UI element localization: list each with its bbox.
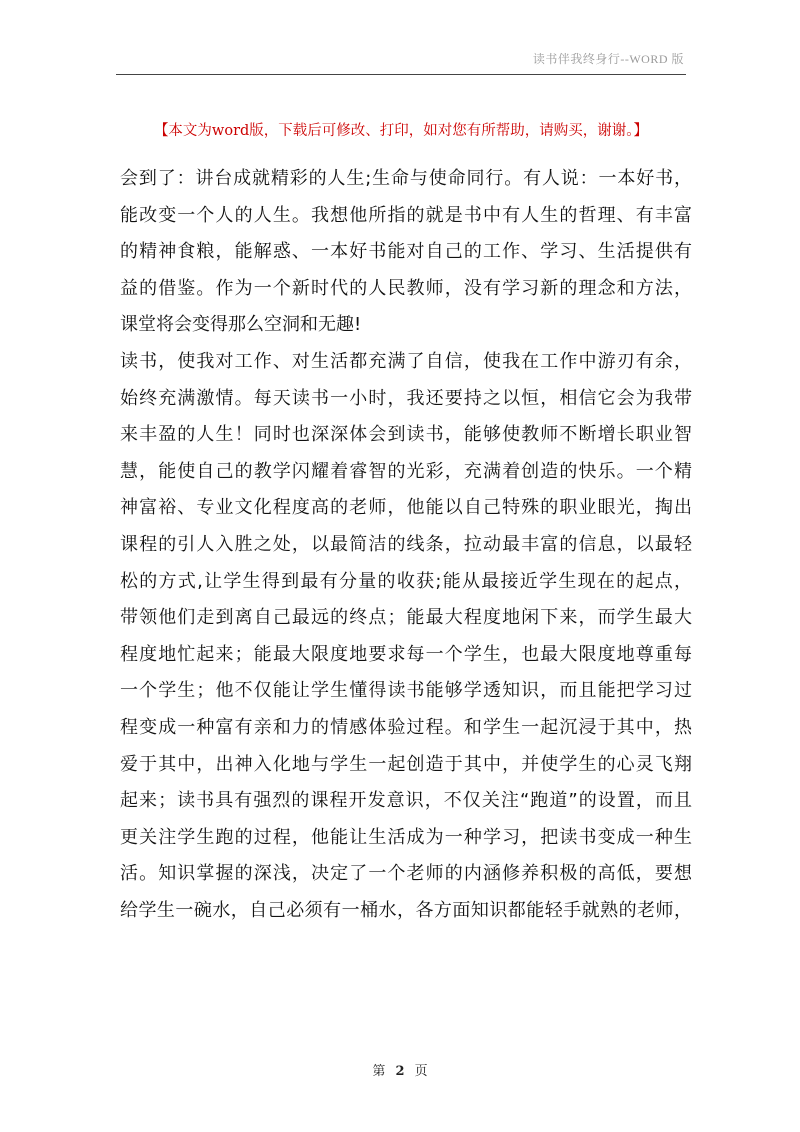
text-line: 始终充满激情。每天读书一小时，我还要持之以恒，相信它会为我带 <box>120 387 692 409</box>
paragraph-1 <box>120 161 692 344</box>
text-line: 读书，使我对工作、对生活都充满了自信，使我在工作中游刃有余， <box>120 350 692 372</box>
text-line: 的精神食粮，能解惑、一本好书能对自己的工作、学习、生活提供有 <box>120 241 692 263</box>
page-label-prefix: 第 <box>372 1064 386 1079</box>
text-line: 更关注学生跑的过程，他能让生活成为一种学习，把读书变成一种生 <box>120 826 692 848</box>
text-line: 活。知识掌握的深浅，决定了一个老师的内涵修养积极的高低，要想 <box>120 863 692 885</box>
text-line: 来丰盈的人生！同时也深深体会到读书，能够使教师不断增长职业智 <box>120 424 692 446</box>
text-line: 能改变一个人的人生。我想他所指的就是书中有人生的哲理、有丰富 <box>120 204 692 226</box>
text-line: 松的方式,让学生得到最有分量的收获;能从最接近学生现在的起点， <box>120 570 692 592</box>
download-notice: 【本文为word版，下载后可修改、打印，如对您有所帮助，请购买，谢谢。】 <box>153 123 649 139</box>
page-number: 2 <box>395 1064 405 1079</box>
document-body <box>120 161 692 929</box>
text-line: 爱于其中，出神入化地与学生一起创造于其中，并使学生的心灵飞翔 <box>120 753 692 775</box>
text-line: 带领他们走到离自己最远的终点；能最大程度地闲下来，而学生最大 <box>120 607 692 629</box>
page-label-suffix: 页 <box>414 1064 428 1079</box>
text-line: 课堂将会变得那么空洞和无趣! <box>120 314 362 336</box>
header-divider <box>116 74 686 75</box>
text-line: 课程的引人入胜之处，以最简洁的线条，拉动最丰富的信息，以最轻 <box>120 533 692 555</box>
text-line: 会到了：讲台成就精彩的人生;生命与使命同行。有人说：一本好书， <box>120 168 692 189</box>
text-line: 给学生一碗水，自己必须有一桶水，各方面知识都能轻手就熟的老师， <box>120 899 692 921</box>
text-line: 起来；读书具有强烈的课程开发意识，不仅关注“跑道”的设置，而且 <box>120 790 692 812</box>
text-line: 慧，能使自己的教学闪耀着睿智的光彩，充满着创造的快乐。一个精 <box>120 460 692 482</box>
text-line: 程度地忙起来；能最大限度地要求每一个学生，也最大限度地尊重每 <box>120 643 692 665</box>
page-footer <box>0 1060 800 1079</box>
text-line: 益的借鉴。作为一个新时代的人民教师，没有学习新的理念和方法， <box>120 277 692 299</box>
paragraph-2 <box>120 344 692 930</box>
text-line: 神富裕、专业文化程度高的老师，他能以自己特殊的职业眼光，掏出 <box>120 497 692 519</box>
running-header-title: 读书伴我终身行--WORD 版 <box>532 52 684 66</box>
text-line: 程变成一种富有亲和力的情感体验过程。和学生一起沉浸于其中，热 <box>120 716 692 738</box>
text-line: 一个学生；他不仅能让学生懂得读书能够学透知识，而且能把学习过 <box>120 680 692 702</box>
